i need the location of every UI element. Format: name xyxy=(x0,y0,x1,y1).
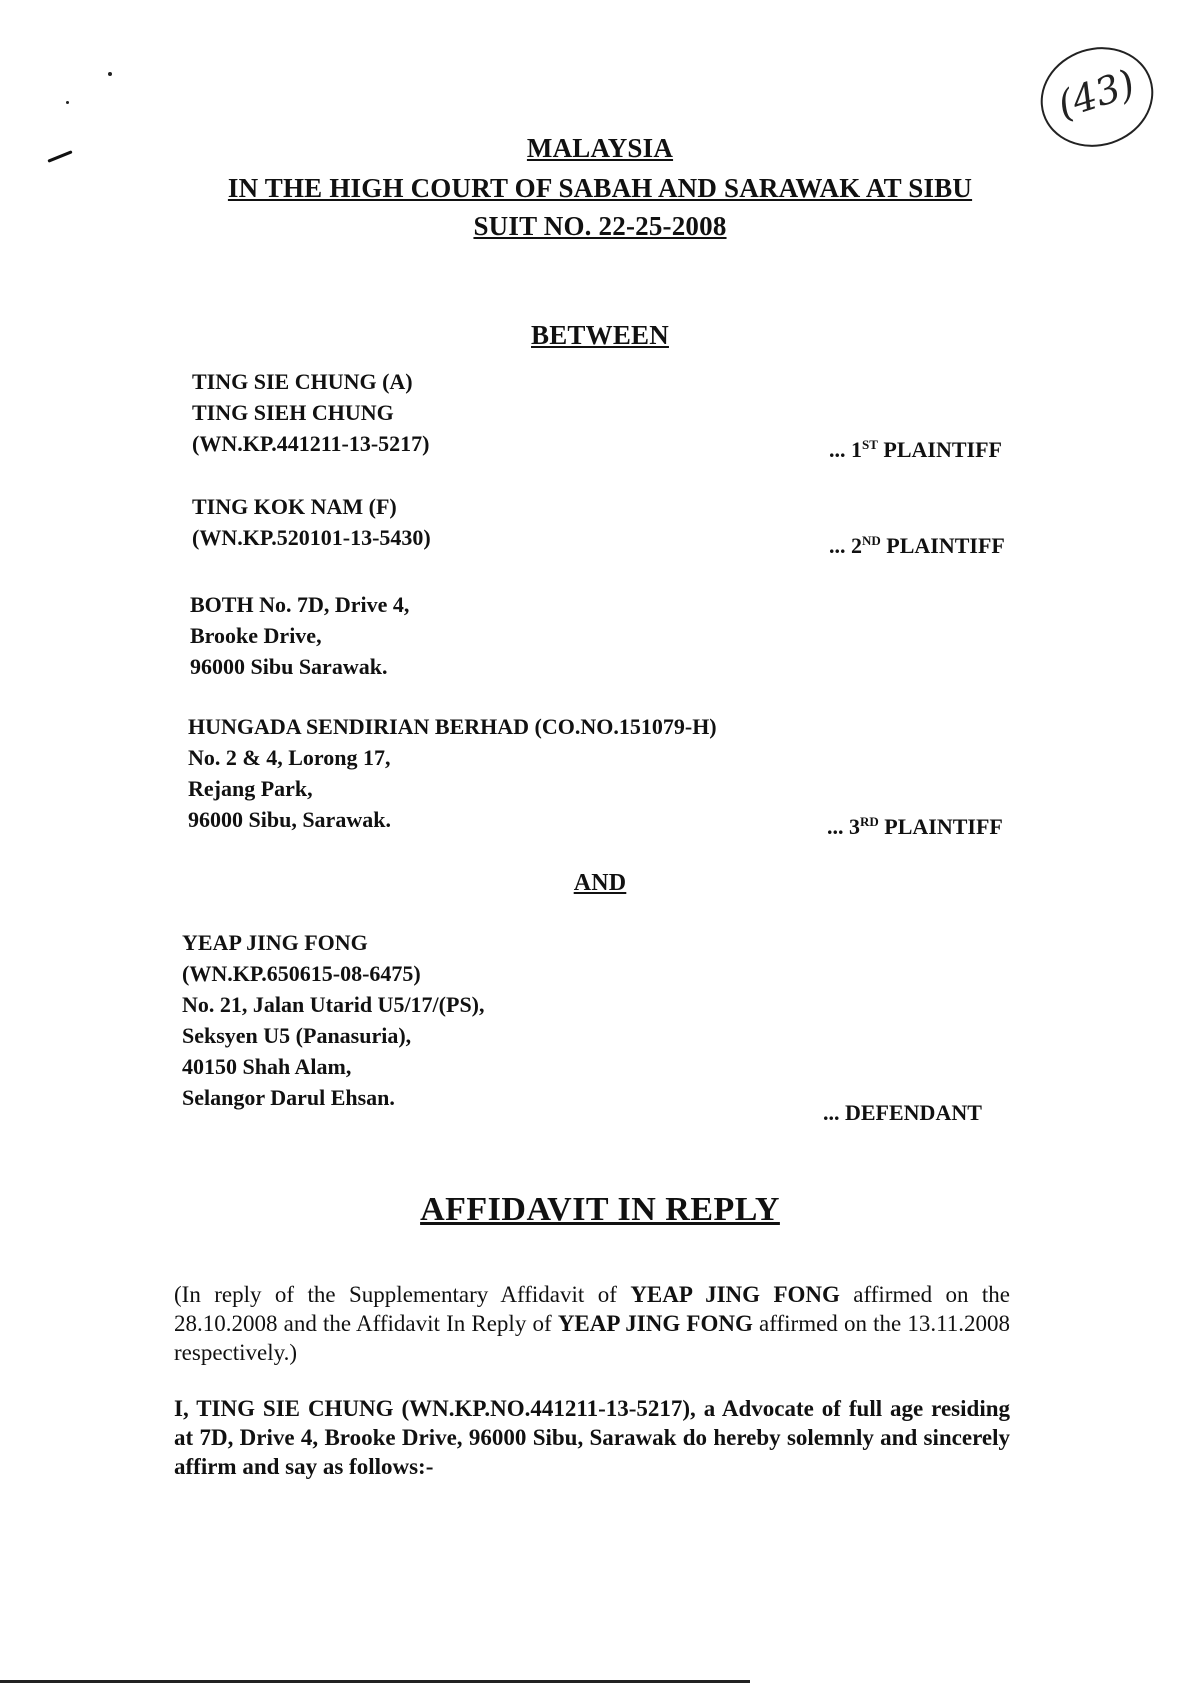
second-plaintiff-role: ... 2ND PLAINTIFF xyxy=(829,533,1005,558)
second-plaintiff-block xyxy=(192,491,431,553)
affirmation-paragraph: I, TING SIE CHUNG (WN.KP.NO.441211-13-5217), a Advocate of full age residing at 7D, Drive 4, Brooke Drive, 96000 Sibu, Sarawak do hereby solemnly and sincerely affirm and say as follows:- xyxy=(174,1396,1010,1479)
party-line: No. 2 & 4, Lorong 17, xyxy=(188,745,391,770)
defendant-block xyxy=(182,927,485,1113)
address-line: BOTH No. 7D, Drive 4, xyxy=(190,592,410,617)
third-plaintiff-block xyxy=(188,711,717,835)
intro-paragraph: (In reply of the Supplementary Affidavit of YEAP JING FONG affirmed on the 28.10.2008 and the Affidavit In Reply of YEAP JING FONG affirmed on the 13.11.2008 respectively.) xyxy=(174,1282,1011,1365)
both-plaintiffs-address xyxy=(190,589,409,682)
address-line: 96000 Sibu Sarawak. xyxy=(190,654,388,679)
defendant-role: ... DEFENDANT xyxy=(823,1100,982,1125)
party-line: TING SIE CHUNG (A) xyxy=(192,369,413,394)
first-plaintiff-role: ... 1ST PLAINTIFF xyxy=(829,437,1002,462)
party-line: 40150 Shah Alam, xyxy=(182,1054,352,1079)
party-line: YEAP JING FONG xyxy=(182,930,368,955)
between-heading: BETWEEN xyxy=(531,320,669,350)
party-line: (WN.KP.441211-13-5217) xyxy=(192,431,430,456)
party-line: (WN.KP.520101-13-5430) xyxy=(192,525,431,550)
third-plaintiff-role: ... 3RD PLAINTIFF xyxy=(827,814,1003,839)
suit-number: SUIT NO. 22-25-2008 xyxy=(473,211,727,241)
party-line: TING KOK NAM (F) xyxy=(192,494,397,519)
party-line: Selangor Darul Ehsan. xyxy=(182,1085,395,1110)
bottom-rule xyxy=(0,1680,750,1683)
party-line: 96000 Sibu, Sarawak. xyxy=(188,807,391,832)
scan-speck xyxy=(108,72,112,76)
scan-speck xyxy=(66,101,69,104)
first-plaintiff-block xyxy=(192,366,430,459)
party-line: Rejang Park, xyxy=(188,776,313,801)
address-line: Brooke Drive, xyxy=(190,623,322,648)
party-line: Seksyen U5 (Panasuria), xyxy=(182,1023,412,1048)
country-heading: MALAYSIA xyxy=(526,133,674,163)
and-heading: AND xyxy=(573,870,627,896)
page-number-text: (43) xyxy=(1052,61,1140,128)
party-line: (WN.KP.650615-08-6475) xyxy=(182,961,421,986)
party-line: No. 21, Jalan Utarid U5/17/(PS), xyxy=(182,992,485,1017)
party-line: TING SIEH CHUNG xyxy=(192,400,394,425)
party-line: HUNGADA SENDIRIAN BERHAD (CO.NO.151079-H) xyxy=(188,714,717,739)
court-heading: IN THE HIGH COURT OF SABAH AND SARAWAK AT SIBU xyxy=(227,173,973,203)
document-title: AFFIDAVIT IN REPLY xyxy=(420,1191,780,1228)
